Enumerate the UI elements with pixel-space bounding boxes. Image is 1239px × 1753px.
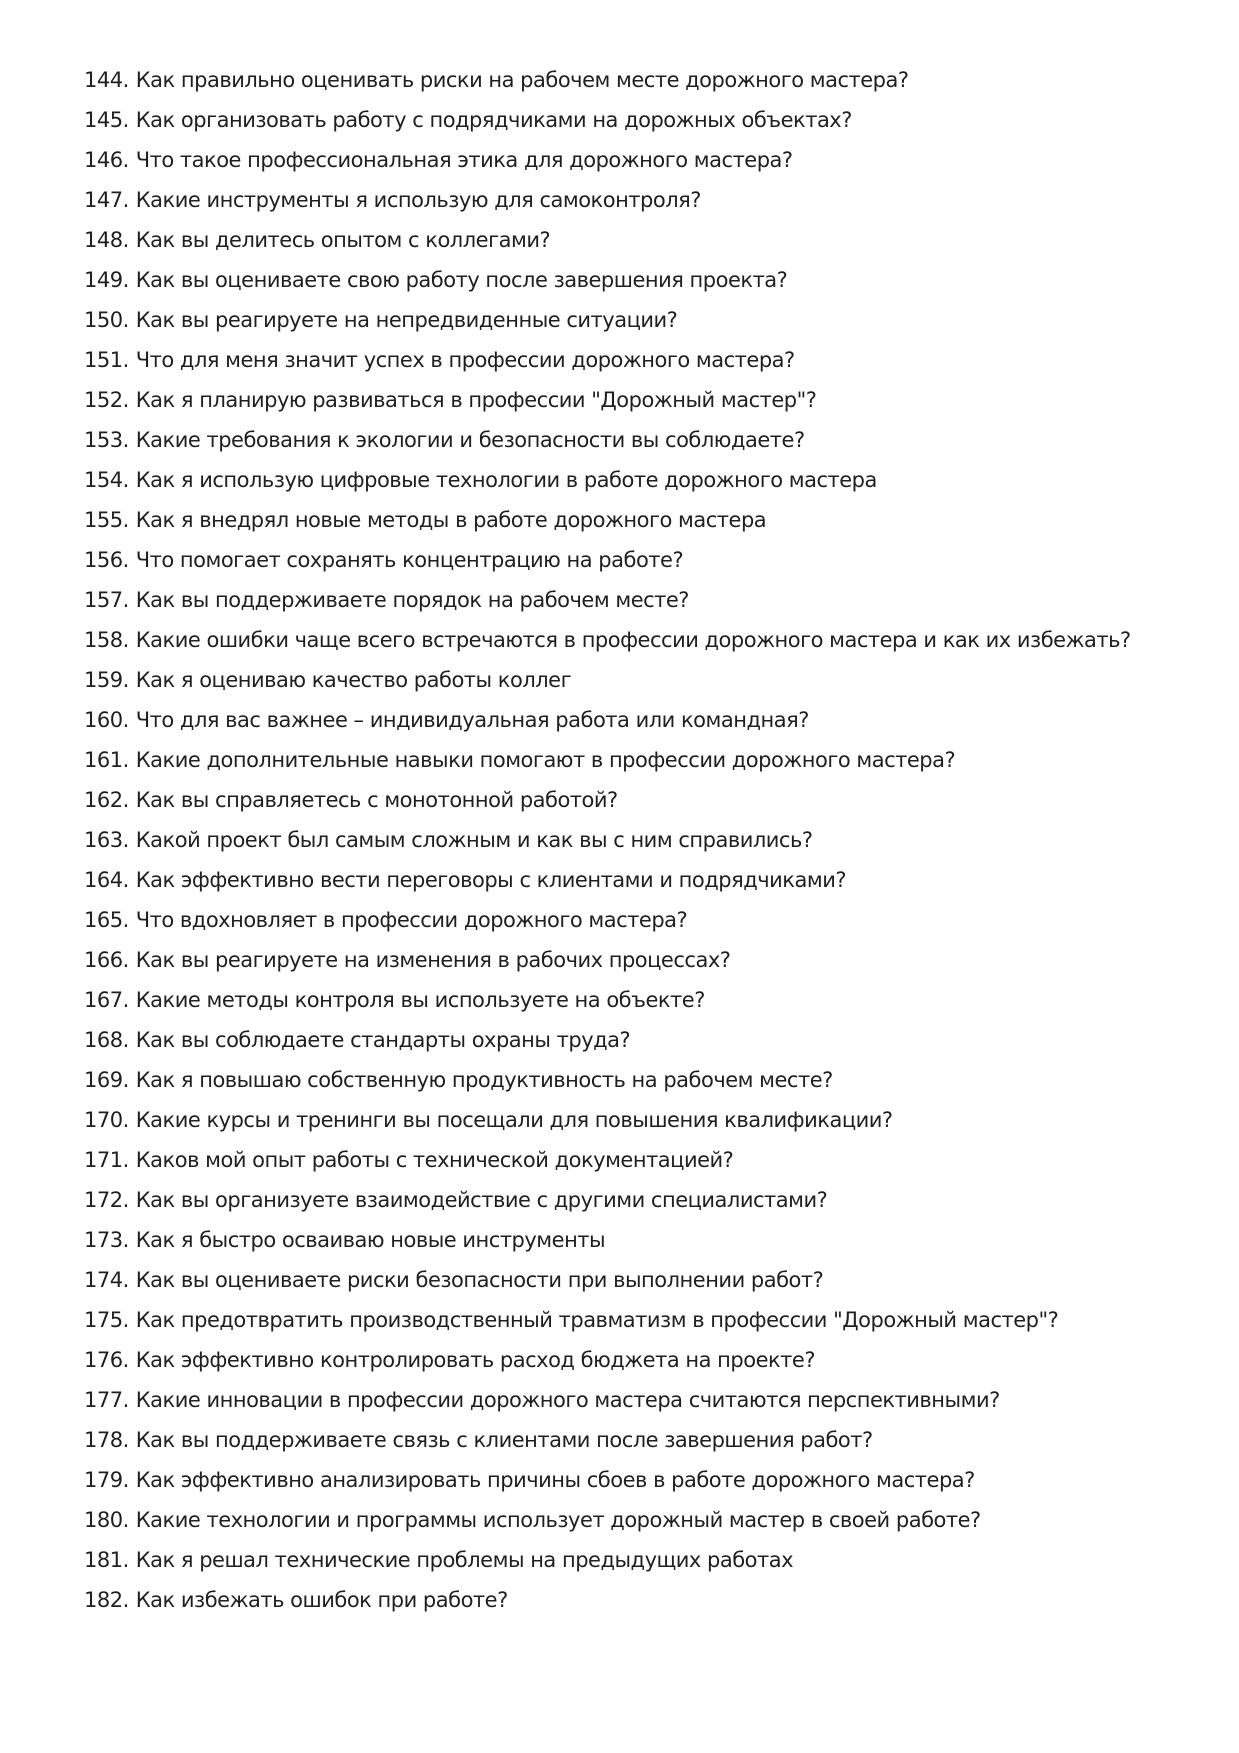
- list-item: [84, 820, 1164, 860]
- list-item: [84, 1140, 1164, 1180]
- list-item: [84, 660, 1164, 700]
- question-text: Какие методы контроля вы используете на объекте?: [135, 988, 705, 1012]
- item-number: 174.: [84, 1268, 129, 1292]
- list-item: [84, 1020, 1164, 1060]
- list-item: [84, 1100, 1164, 1140]
- question-text: Как избежать ошибок при работе?: [135, 1588, 508, 1612]
- list-item: [84, 460, 1164, 500]
- item-number: 178.: [84, 1428, 129, 1452]
- question-text: Как эффективно анализировать причины сбоев в работе дорожного мастера?: [135, 1468, 975, 1492]
- item-number: 149.: [84, 268, 129, 292]
- question-text: Какие инновации в профессии дорожного мастера считаются перспективными?: [135, 1388, 1000, 1412]
- list-item: [84, 60, 1164, 100]
- list-item: [84, 340, 1164, 380]
- list-item: [84, 620, 1164, 660]
- question-text: Какие ошибки чаще всего встречаются в профессии дорожного мастера и как их избежать?: [135, 628, 1131, 652]
- item-number: 156.: [84, 548, 129, 572]
- question-text: Как я быстро осваиваю новые инструменты: [135, 1228, 606, 1252]
- question-text: Как я оцениваю качество работы коллег: [135, 668, 572, 692]
- question-text: Как я использую цифровые технологии в работе дорожного мастера: [135, 468, 877, 492]
- list-item: [84, 1460, 1164, 1500]
- item-number: 176.: [84, 1348, 129, 1372]
- item-number: 173.: [84, 1228, 129, 1252]
- item-number: 179.: [84, 1468, 129, 1492]
- item-number: 170.: [84, 1108, 129, 1132]
- item-number: 159.: [84, 668, 129, 692]
- list-item: [84, 740, 1164, 780]
- question-text: Какие требования к экологии и безопасности вы соблюдаете?: [135, 428, 805, 452]
- list-item: [84, 1260, 1164, 1300]
- item-number: 168.: [84, 1028, 129, 1052]
- question-text: Как я внедрял новые методы в работе дорожного мастера: [135, 508, 767, 532]
- question-text: Как вы реагируете на непредвиденные ситуации?: [135, 308, 678, 332]
- item-number: 155.: [84, 508, 129, 532]
- item-number: 166.: [84, 948, 129, 972]
- question-list: [84, 60, 1164, 1620]
- list-item: [84, 1180, 1164, 1220]
- item-number: 150.: [84, 308, 129, 332]
- list-item: [84, 420, 1164, 460]
- item-number: 171.: [84, 1148, 129, 1172]
- item-number: 182.: [84, 1588, 129, 1612]
- list-item: [84, 900, 1164, 940]
- question-text: Какие дополнительные навыки помогают в профессии дорожного мастера?: [135, 748, 956, 772]
- question-text: Как я решал технические проблемы на предыдущих работах: [135, 1548, 794, 1572]
- question-text: Как организовать работу с подрядчиками на дорожных объектах?: [135, 108, 852, 132]
- list-item: [84, 540, 1164, 580]
- list-item: [84, 1380, 1164, 1420]
- item-number: 180.: [84, 1508, 129, 1532]
- item-number: 158.: [84, 628, 129, 652]
- item-number: 151.: [84, 348, 129, 372]
- list-item: [84, 500, 1164, 540]
- question-text: Какие инструменты я использую для самоконтроля?: [135, 188, 701, 212]
- question-text: Как вы организуете взаимодействие с другими специалистами?: [135, 1188, 828, 1212]
- question-text: Как вы поддерживаете связь с клиентами после завершения работ?: [135, 1428, 873, 1452]
- question-text: Что помогает сохранять концентрацию на работе?: [135, 548, 684, 572]
- question-text: Как вы реагируете на изменения в рабочих процессах?: [135, 948, 731, 972]
- question-text: Как я планирую развиваться в профессии "Дорожный мастер"?: [135, 388, 817, 412]
- question-text: Как предотвратить производственный травматизм в профессии "Дорожный мастер"?: [135, 1308, 1059, 1332]
- item-number: 169.: [84, 1068, 129, 1092]
- question-text: Что такое профессиональная этика для дорожного мастера?: [135, 148, 793, 172]
- question-text: Как вы делитесь опытом с коллегами?: [135, 228, 551, 252]
- question-text: Как вы оцениваете свою работу после завершения проекта?: [135, 268, 788, 292]
- question-text: Как вы справляетесь с монотонной работой?: [135, 788, 618, 812]
- item-number: 153.: [84, 428, 129, 452]
- item-number: 145.: [84, 108, 129, 132]
- question-text: Как вы поддерживаете порядок на рабочем месте?: [135, 588, 689, 612]
- list-item: [84, 1060, 1164, 1100]
- question-text: Как вы оцениваете риски безопасности при выполнении работ?: [135, 1268, 824, 1292]
- item-number: 162.: [84, 788, 129, 812]
- question-text: Как эффективно контролировать расход бюджета на проекте?: [135, 1348, 815, 1372]
- list-item: [84, 180, 1164, 220]
- list-item: [84, 1420, 1164, 1460]
- question-text: Какие технологии и программы использует дорожный мастер в своей работе?: [135, 1508, 981, 1532]
- list-item: [84, 1220, 1164, 1260]
- question-text: Что для меня значит успех в профессии дорожного мастера?: [135, 348, 795, 372]
- question-text: Какой проект был самым сложным и как вы с ним справились?: [135, 828, 813, 852]
- list-item: [84, 260, 1164, 300]
- list-item: [84, 1300, 1164, 1340]
- list-item: [84, 780, 1164, 820]
- item-number: 165.: [84, 908, 129, 932]
- list-item: [84, 140, 1164, 180]
- question-text: Как эффективно вести переговоры с клиентами и подрядчиками?: [135, 868, 846, 892]
- list-item: [84, 300, 1164, 340]
- item-number: 147.: [84, 188, 129, 212]
- list-item: [84, 100, 1164, 140]
- question-text: Как вы соблюдаете стандарты охраны труда?: [135, 1028, 631, 1052]
- list-item: [84, 940, 1164, 980]
- item-number: 163.: [84, 828, 129, 852]
- question-text: Что вдохновляет в профессии дорожного мастера?: [135, 908, 688, 932]
- item-number: 144.: [84, 68, 129, 92]
- list-item: [84, 1340, 1164, 1380]
- item-number: 164.: [84, 868, 129, 892]
- item-number: 177.: [84, 1388, 129, 1412]
- question-text: Какие курсы и тренинги вы посещали для повышения квалификации?: [135, 1108, 893, 1132]
- item-number: 146.: [84, 148, 129, 172]
- list-item: [84, 1500, 1164, 1540]
- item-number: 161.: [84, 748, 129, 772]
- question-text: Как я повышаю собственную продуктивность на рабочем месте?: [135, 1068, 833, 1092]
- item-number: 172.: [84, 1188, 129, 1212]
- item-number: 181.: [84, 1548, 129, 1572]
- question-text: Как правильно оценивать риски на рабочем месте дорожного мастера?: [135, 68, 909, 92]
- question-text: Каков мой опыт работы с технической документацией?: [135, 1148, 734, 1172]
- list-item: [84, 380, 1164, 420]
- list-item: [84, 980, 1164, 1020]
- list-item: [84, 700, 1164, 740]
- item-number: 160.: [84, 708, 129, 732]
- item-number: 175.: [84, 1308, 129, 1332]
- item-number: 157.: [84, 588, 129, 612]
- item-number: 148.: [84, 228, 129, 252]
- list-item: [84, 1580, 1164, 1620]
- list-item: [84, 220, 1164, 260]
- list-item: [84, 860, 1164, 900]
- question-text: Что для вас важнее – индивидуальная работа или командная?: [135, 708, 809, 732]
- list-item: [84, 1540, 1164, 1580]
- item-number: 154.: [84, 468, 129, 492]
- list-item: [84, 580, 1164, 620]
- item-number: 167.: [84, 988, 129, 1012]
- item-number: 152.: [84, 388, 129, 412]
